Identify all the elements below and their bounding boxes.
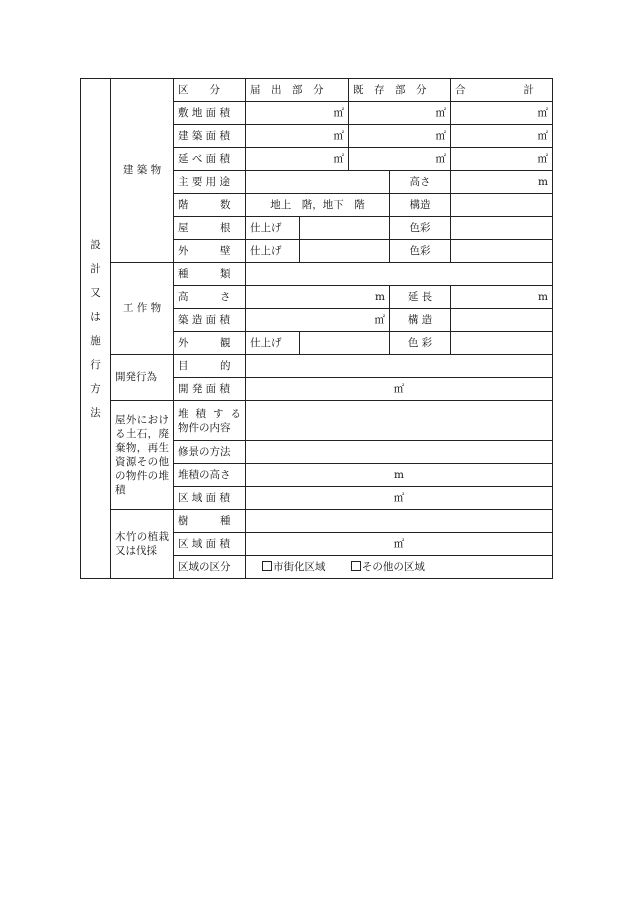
gaikan-label: 外 観	[174, 332, 246, 355]
mokuteki-row	[81, 355, 553, 378]
storage-category: 屋外における土石，廃棄物，再生資源その他の物件の堆積	[111, 401, 174, 510]
trees-kuiki-field[interactable]: ㎡	[246, 533, 553, 556]
structure-kozo-label: 構 造	[390, 309, 451, 332]
youto-label: 主 要 用 途	[174, 171, 246, 194]
gaikan-shikisai-label: 色 彩	[390, 332, 451, 355]
sonota-option[interactable]: その他の区域	[351, 561, 425, 573]
structure-takasa-label: 高 さ	[174, 286, 246, 309]
gaikan-shiage-label: 仕上げ	[246, 332, 300, 355]
shikichi-label: 敷 地 面 積	[174, 102, 246, 125]
shurui-label: 種 類	[174, 263, 246, 286]
building-category: 建 築 物	[111, 79, 174, 263]
jushu-row	[81, 510, 553, 533]
bukken-field[interactable]	[246, 401, 553, 441]
bukken-row	[81, 401, 553, 441]
kubun-header: 区 分	[174, 79, 246, 102]
application-form-table	[80, 78, 553, 579]
kenchiku-label: 建 築 面 積	[174, 125, 246, 148]
yane-shiage-label: 仕上げ	[246, 217, 300, 240]
mokuteki-label: 目 的	[174, 355, 246, 378]
trees-category: 木竹の植栽又は伐採	[111, 510, 174, 579]
yane-label: 屋 根	[174, 217, 246, 240]
kaisu-field[interactable]: 地上 階，地下 階	[246, 194, 390, 217]
youto-field[interactable]	[246, 171, 390, 194]
shigaika-option[interactable]: 市街化区域	[262, 561, 326, 573]
kaihatsu-label: 開 発 面 積	[174, 378, 246, 401]
structure-category: 工 作 物	[111, 263, 174, 355]
yane-shiage-field[interactable]	[300, 217, 390, 240]
shikichi-todokede-field[interactable]: ㎡	[246, 102, 349, 125]
gaiheki-shiage-field[interactable]	[300, 240, 390, 263]
storage-kuiki-label: 区 域 面 積	[174, 487, 246, 510]
gaikan-shikisai-field[interactable]	[451, 332, 553, 355]
nobe-label: 延 べ 面 積	[174, 148, 246, 171]
structure-kozo-field[interactable]	[451, 309, 553, 332]
chikuzo-field[interactable]: ㎡	[246, 309, 390, 332]
shukei-label: 修景の方法	[174, 441, 246, 464]
shigaika-checkbox[interactable]	[262, 561, 272, 571]
nobe-todokede-field[interactable]: ㎡	[246, 148, 349, 171]
shikichi-kison-field[interactable]: ㎡	[349, 102, 451, 125]
kenchiku-kison-field[interactable]: ㎡	[349, 125, 451, 148]
development-category: 開発行為	[111, 355, 174, 401]
kenchiku-gokei-field[interactable]: ㎡	[451, 125, 553, 148]
gaiheki-shikisai-field[interactable]	[451, 240, 553, 263]
gokei-header: 合 計	[451, 79, 553, 102]
todokede-header: 届 出 部 分	[246, 79, 349, 102]
nobe-kison-field[interactable]: ㎡	[349, 148, 451, 171]
gaiheki-shikisai-label: 色彩	[390, 240, 451, 263]
encho-field[interactable]: m	[451, 286, 553, 309]
kison-header: 既 存 部 分	[349, 79, 451, 102]
taiseki-takasa-label: 堆積の高さ	[174, 464, 246, 487]
kaisu-label: 階 数	[174, 194, 246, 217]
jushu-label: 樹 種	[174, 510, 246, 533]
shurui-field[interactable]	[246, 263, 553, 286]
kozo-label: 構造	[390, 194, 451, 217]
jushu-field[interactable]	[246, 510, 553, 533]
shikichi-gokei-field[interactable]: ㎡	[451, 102, 553, 125]
header-row	[81, 79, 553, 102]
nobe-gokei-field[interactable]: ㎡	[451, 148, 553, 171]
yane-shikisai-field[interactable]	[451, 217, 553, 240]
trees-kubun-field	[246, 556, 553, 579]
shurui-row	[81, 263, 553, 286]
side-label: 設 計 又 は 施 行 方 法	[81, 79, 111, 579]
shukei-field[interactable]	[246, 441, 553, 464]
takasa-label: 高さ	[390, 171, 451, 194]
mokuteki-field[interactable]	[246, 355, 553, 378]
gaiheki-label: 外 壁	[174, 240, 246, 263]
kenchiku-todokede-field[interactable]: ㎡	[246, 125, 349, 148]
kaihatsu-field[interactable]: ㎡	[246, 378, 553, 401]
sonota-checkbox[interactable]	[351, 561, 361, 571]
takasa-field[interactable]: m	[451, 171, 553, 194]
storage-kuiki-field[interactable]: ㎡	[246, 487, 553, 510]
structure-takasa-field[interactable]: m	[246, 286, 390, 309]
kozo-field[interactable]	[451, 194, 553, 217]
encho-label: 延 長	[390, 286, 451, 309]
gaiheki-shiage-label: 仕上げ	[246, 240, 300, 263]
bukken-label: 堆 積 す る 物件の内容	[174, 401, 246, 441]
gaikan-shiage-field[interactable]	[300, 332, 390, 355]
trees-kuiki-label: 区 域 面 積	[174, 533, 246, 556]
chikuzo-label: 築 造 面 積	[174, 309, 246, 332]
trees-kubun-label: 区域の区分	[174, 556, 246, 579]
taiseki-takasa-field[interactable]: m	[246, 464, 553, 487]
yane-shikisai-label: 色彩	[390, 217, 451, 240]
